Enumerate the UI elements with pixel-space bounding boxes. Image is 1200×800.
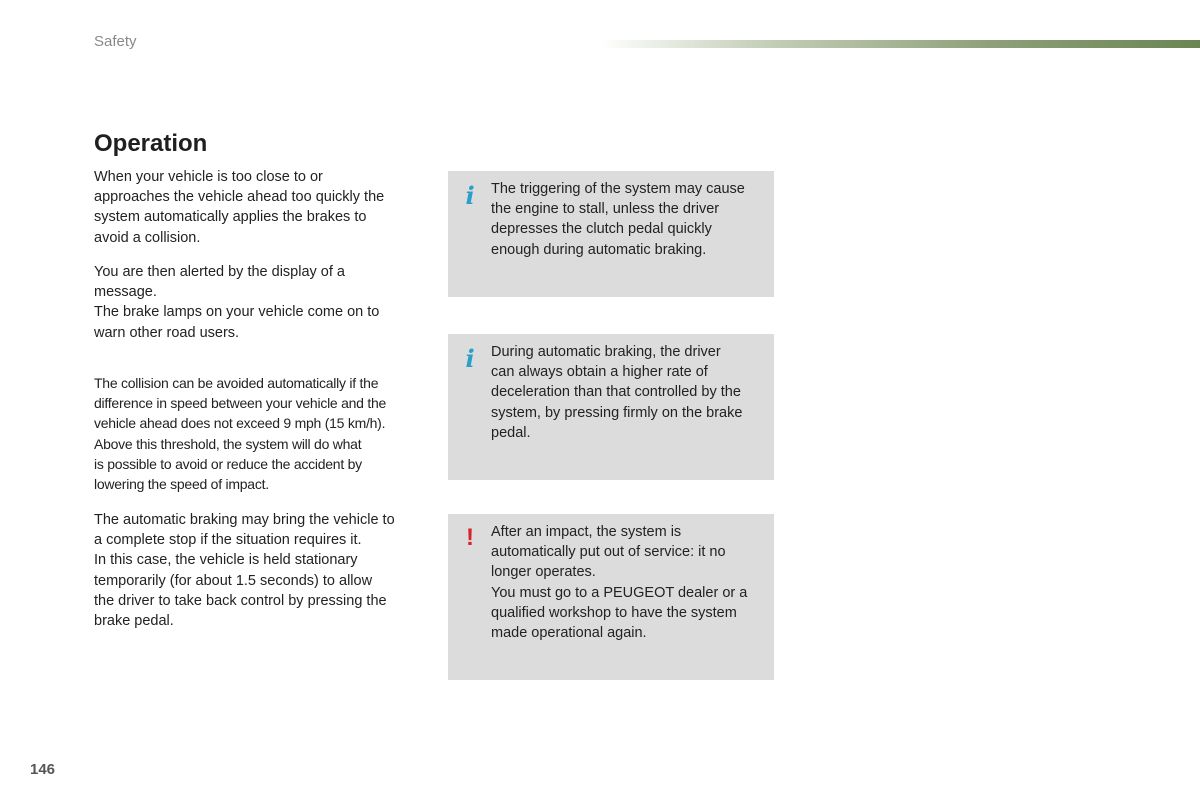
- paragraph-stop: [94, 510, 424, 631]
- text-line: temporarily (for about 1.5 seconds) to allow: [94, 572, 373, 589]
- page-title: Operation: [94, 130, 208, 157]
- note-text: [491, 522, 771, 643]
- text-line: During automatic braking, the driver: [491, 344, 721, 360]
- paragraph-intro: [94, 167, 424, 248]
- text-line: made operational again.: [491, 625, 647, 642]
- text-line: the engine to stall, unless the driver: [491, 201, 720, 218]
- text-line: depresses the clutch pedal quickly: [491, 221, 712, 238]
- text-line: a complete stop if the situation requires it.: [94, 532, 362, 549]
- text-line: longer operates.: [491, 564, 596, 581]
- text-line: vehicle ahead does not exceed 9 mph (15 km/h).: [94, 415, 386, 432]
- section-label: Safety: [94, 33, 137, 50]
- info-icon: i: [465, 181, 475, 210]
- warning-icon: !: [466, 524, 474, 551]
- text-line: deceleration than that controlled by the: [491, 384, 741, 401]
- note-text: [491, 179, 771, 260]
- text-line: system automatically applies the brakes to: [94, 209, 367, 226]
- paragraph-alert: [94, 262, 424, 343]
- info-note-stall: [448, 171, 774, 297]
- note-text: [491, 342, 771, 443]
- header-decorative-bar: [600, 40, 1200, 48]
- text-line: The brake lamps on your vehicle come on to: [94, 304, 380, 321]
- text-line: You are then alerted by the display of a: [94, 264, 345, 280]
- text-line: difference in speed between your vehicle and the: [94, 395, 387, 412]
- text-line: The collision can be avoided automatically if the: [94, 375, 379, 391]
- text-line: can always obtain a higher rate of: [491, 364, 708, 381]
- text-line: The triggering of the system may cause: [491, 181, 745, 197]
- text-line: You must go to a PEUGEOT dealer or a: [491, 584, 748, 601]
- text-line: In this case, the vehicle is held stationary: [94, 552, 358, 569]
- text-line: lowering the speed of impact.: [94, 476, 269, 493]
- warning-note-impact: [448, 514, 774, 680]
- text-line: After an impact, the system is: [491, 524, 682, 540]
- info-note-deceleration: [448, 334, 774, 480]
- text-line: When your vehicle is too close to or: [94, 169, 323, 185]
- text-line: enough during automatic braking.: [491, 241, 707, 258]
- text-line: message.: [94, 284, 157, 301]
- text-line: warn other road users.: [94, 324, 240, 341]
- text-line: The automatic braking may bring the vehicle to: [94, 512, 395, 528]
- info-icon: i: [465, 344, 475, 373]
- text-line: brake pedal.: [94, 613, 174, 630]
- text-line: the driver to take back control by pressing the: [94, 592, 387, 609]
- text-line: qualified workshop to have the system: [491, 604, 737, 621]
- paragraph-threshold: [94, 373, 424, 494]
- page-number: 146: [30, 761, 56, 778]
- text-line: avoid a collision.: [94, 229, 201, 246]
- text-line: is possible to avoid or reduce the accident by: [94, 455, 362, 472]
- text-line: automatically put out of service: it no: [491, 544, 726, 561]
- text-line: Above this threshold, the system will do what: [94, 435, 362, 452]
- text-line: system, by pressing firmly on the brake: [491, 404, 743, 421]
- text-line: approaches the vehicle ahead too quickly the: [94, 189, 385, 206]
- text-line: pedal.: [491, 424, 531, 441]
